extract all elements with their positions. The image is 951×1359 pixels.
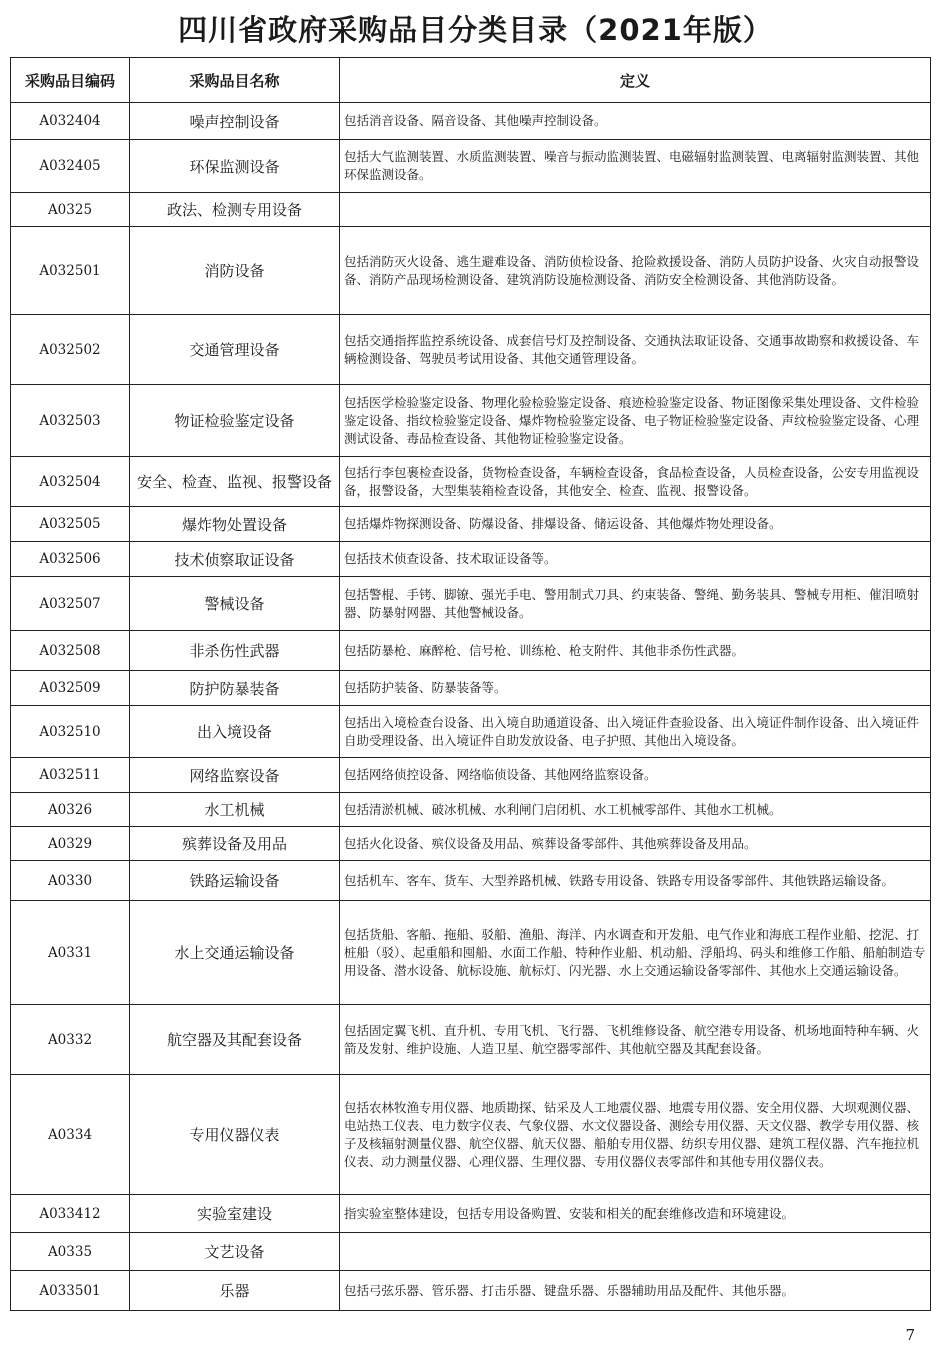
- code-cell: A032511: [11, 758, 130, 793]
- name-cell: 非杀伤性武器: [130, 631, 340, 671]
- name-cell: 铁路运输设备: [130, 861, 340, 901]
- table-row: [11, 507, 931, 542]
- table-row: [11, 140, 931, 193]
- table-row: [11, 1005, 931, 1075]
- name-cell: 消防设备: [130, 227, 340, 315]
- name-cell: 警械设备: [130, 577, 340, 631]
- code-cell: A033501: [11, 1271, 130, 1311]
- table-row: [11, 1195, 931, 1233]
- name-cell: 水工机械: [130, 793, 340, 827]
- name-cell: 安全、检查、监视、报警设备: [130, 457, 340, 507]
- table-row: [11, 671, 931, 706]
- table-row: [11, 227, 931, 315]
- table-row: [11, 1233, 931, 1271]
- code-cell: A0331: [11, 901, 130, 1005]
- header-name: 采购品目名称: [130, 58, 340, 103]
- definition-cell: 包括出入境检查台设备、出入境自助通道设备、出入境证件查验设备、出入境证件制作设备、出入境证件自助受理设备、出入境证件自助发放设备、电子护照、其他出入境设备。: [340, 706, 931, 758]
- definition-cell: 包括技术侦查设备、技术取证设备等。: [340, 542, 931, 577]
- name-cell: 水上交通运输设备: [130, 901, 340, 1005]
- table-row: [11, 631, 931, 671]
- table-row: [11, 315, 931, 385]
- table-row: [11, 577, 931, 631]
- code-cell: A0329: [11, 827, 130, 861]
- definition-cell: 指实验室整体建设，包括专用设备购置、安装和相关的配套维修改造和环境建设。: [340, 1195, 931, 1233]
- name-cell: 出入境设备: [130, 706, 340, 758]
- definition-cell: 包括大气监测装置、水质监测装置、噪音与振动监测装置、电磁辐射监测装置、电离辐射监测装置、其他环保监测设备。: [340, 140, 931, 193]
- code-cell: A0325: [11, 193, 130, 227]
- definition-cell: 包括防护装备、防暴装备等。: [340, 671, 931, 706]
- code-cell: A0326: [11, 793, 130, 827]
- code-cell: A032503: [11, 385, 130, 457]
- code-cell: A032404: [11, 103, 130, 140]
- name-cell: 噪声控制设备: [130, 103, 340, 140]
- table-row: [11, 706, 931, 758]
- code-cell: A032502: [11, 315, 130, 385]
- header-definition: 定义: [340, 58, 931, 103]
- table-row: [11, 542, 931, 577]
- definition-cell: 包括医学检验鉴定设备、物理化验检验鉴定设备、痕迹检验鉴定设备、物证图像采集处理设备、文件检验鉴定设备、指纹检验鉴定设备、爆炸物检验鉴定设备、电子物证检验鉴定设备、声纹检验鉴定设备、心理测试设备、毒品检查设备、其他物证检验鉴定设备。: [340, 385, 931, 457]
- table-row: [11, 1271, 931, 1311]
- code-cell: A032506: [11, 542, 130, 577]
- code-cell: A0330: [11, 861, 130, 901]
- code-cell: A032507: [11, 577, 130, 631]
- name-cell: 乐器: [130, 1271, 340, 1311]
- code-cell: A0332: [11, 1005, 130, 1075]
- name-cell: 环保监测设备: [130, 140, 340, 193]
- definition-cell: 包括农林牧渔专用仪器、地质勘探、钻采及人工地震仪器、地震专用仪器、安全用仪器、大坝观测仪器、电站热工仪表、电力数字仪表、气象仪器、水文仪器设备、测绘专用仪器、天文仪器、教学专用仪器、核子及核辐射测量仪器、航空仪器、航天仪器、船舶专用仪器、纺织专用仪器、建筑工程仪器、汽车拖拉机仪表、动力测量仪器、心理仪器、生理仪器、专用仪器仪表零部件和其他专用仪器仪表。: [340, 1075, 931, 1195]
- table-row: [11, 1075, 931, 1195]
- definition-cell: 包括交通指挥监控系统设备、成套信号灯及控制设备、交通执法取证设备、交通事故勘察和救援设备、车辆检测设备、驾驶员考试用设备、其他交通管理设备。: [340, 315, 931, 385]
- table-row: [11, 901, 931, 1005]
- name-cell: 专用仪器仪表: [130, 1075, 340, 1195]
- definition-cell: 包括货船、客船、拖船、驳船、渔船、海洋、内水调查和开发船、电气作业和海底工程作业船、挖泥、打桩船（驳）、起重船和囤船、水面工作船、特种作业船、机动船、浮船坞、码头和维修工作船、船舶制造专用设备、潜水设备、航标设施、航标灯、闪光器、水上交通运输设备零部件、其他水上交通运输设备。: [340, 901, 931, 1005]
- table-row: [11, 193, 931, 227]
- code-cell: A032509: [11, 671, 130, 706]
- table-row: [11, 861, 931, 901]
- definition-cell: 包括机车、客车、货车、大型养路机械、铁路专用设备、铁路专用设备零部件、其他铁路运输设备。: [340, 861, 931, 901]
- code-cell: A032508: [11, 631, 130, 671]
- table-row: [11, 103, 931, 140]
- name-cell: 物证检验鉴定设备: [130, 385, 340, 457]
- page-number: 7: [905, 1326, 915, 1344]
- name-cell: 文艺设备: [130, 1233, 340, 1271]
- name-cell: 殡葬设备及用品: [130, 827, 340, 861]
- code-cell: A032501: [11, 227, 130, 315]
- definition-cell: 包括爆炸物探测设备、防爆设备、排爆设备、储运设备、其他爆炸物处理设备。: [340, 507, 931, 542]
- definition-cell: 包括固定翼飞机、直升机、专用飞机、飞行器、飞机维修设备、航空港专用设备、机场地面特种车辆、火箭及发射、维护设施、人造卫星、航空器零部件、其他航空器及其配套设备。: [340, 1005, 931, 1075]
- name-cell: 技术侦察取证设备: [130, 542, 340, 577]
- name-cell: 网络监察设备: [130, 758, 340, 793]
- name-cell: 航空器及其配套设备: [130, 1005, 340, 1075]
- name-cell: 政法、检测专用设备: [130, 193, 340, 227]
- definition-cell: 包括防暴枪、麻醉枪、信号枪、训练枪、枪支附件、其他非杀伤性武器。: [340, 631, 931, 671]
- name-cell: 爆炸物处置设备: [130, 507, 340, 542]
- code-cell: A0334: [11, 1075, 130, 1195]
- definition-cell: 包括警棍、手铐、脚镣、强光手电、警用制式刀具、约束装备、警绳、勤务装具、警械专用柜、催泪喷射器、防暴射网器、其他警械设备。: [340, 577, 931, 631]
- catalog-table: [10, 57, 931, 1311]
- code-cell: A032510: [11, 706, 130, 758]
- name-cell: 交通管理设备: [130, 315, 340, 385]
- code-cell: A0335: [11, 1233, 130, 1271]
- table-row: [11, 758, 931, 793]
- code-cell: A033412: [11, 1195, 130, 1233]
- definition-cell: 包括消音设备、隔音设备、其他噪声控制设备。: [340, 103, 931, 140]
- table-row: [11, 385, 931, 457]
- header-code: 采购品目编码: [11, 58, 130, 103]
- definition-cell: 包括行李包裹检查设备，货物检查设备，车辆检查设备，食品检查设备，人员检查设备，公安专用监视设备，报警设备，大型集装箱检查设备，其他安全、检查、监视、报警设备。: [340, 457, 931, 507]
- table-row: [11, 457, 931, 507]
- code-cell: A032505: [11, 507, 130, 542]
- definition-cell: 包括火化设备、殡仪设备及用品、殡葬设备零部件、其他殡葬设备及用品。: [340, 827, 931, 861]
- definition-cell: [340, 193, 931, 227]
- definition-cell: 包括网络侦控设备、网络临侦设备、其他网络监察设备。: [340, 758, 931, 793]
- code-cell: A032405: [11, 140, 130, 193]
- name-cell: 实验室建设: [130, 1195, 340, 1233]
- code-cell: A032504: [11, 457, 130, 507]
- table-header-row: [11, 58, 931, 103]
- definition-cell: [340, 1233, 931, 1271]
- definition-cell: 包括弓弦乐器、管乐器、打击乐器、键盘乐器、乐器辅助用品及配件、其他乐器。: [340, 1271, 931, 1311]
- page-title: 四川省政府采购品目分类目录（2021年版）: [178, 13, 773, 47]
- definition-cell: 包括消防灭火设备、逃生避难设备、消防侦检设备、抢险救援设备、消防人员防护设备、火灾自动报警设备、消防产品现场检测设备、建筑消防设施检测设备、消防安全检测设备、其他消防设备。: [340, 227, 931, 315]
- table-row: [11, 827, 931, 861]
- name-cell: 防护防暴装备: [130, 671, 340, 706]
- definition-cell: 包括清淤机械、破冰机械、水利闸门启闭机、水工机械零部件、其他水工机械。: [340, 793, 931, 827]
- table-row: [11, 793, 931, 827]
